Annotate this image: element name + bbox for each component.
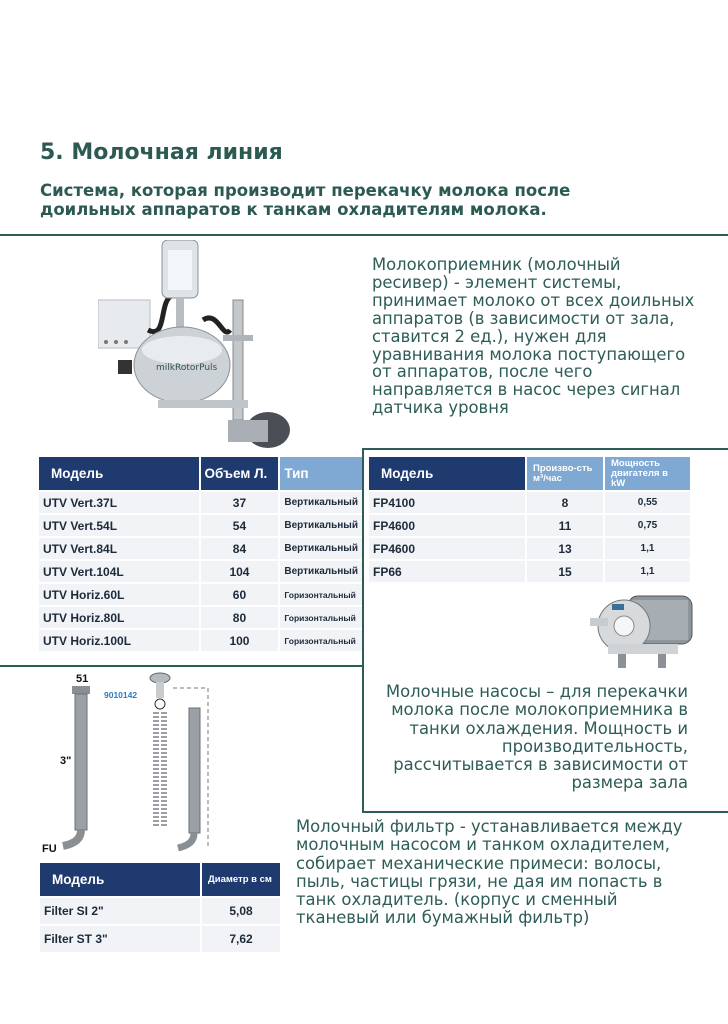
pumps-col-capacity: Произво-сть м³/час xyxy=(527,457,603,490)
cell-diameter: 5,08 xyxy=(202,898,280,924)
filter-dim-top: 51 xyxy=(76,673,89,685)
table-row xyxy=(40,926,280,952)
milk-filter-diagram xyxy=(38,668,278,863)
milk-receiver-image xyxy=(98,240,298,455)
cell-volume: 100 xyxy=(201,630,279,651)
cell-model: FP4600 xyxy=(369,538,525,559)
cell-capacity: 13 xyxy=(527,538,603,559)
receiver-col-type: Тип xyxy=(280,457,362,490)
cell-type: Горизонтальный xyxy=(280,607,362,628)
cell-type: Вертикальный xyxy=(280,492,362,513)
cell-model: FP4100 xyxy=(369,492,525,513)
cell-model: Filter SI 2" xyxy=(40,898,200,924)
cell-type: Вертикальный xyxy=(280,515,362,536)
cell-volume: 84 xyxy=(201,538,279,559)
receiver-table xyxy=(37,455,364,653)
middle-vertical-divider xyxy=(362,448,364,813)
cell-power: 0,75 xyxy=(605,515,690,536)
cell-model: UTV Horiz.60L xyxy=(39,584,199,605)
table-row xyxy=(39,561,362,582)
cell-model: FP4600 xyxy=(369,515,525,536)
pumps-description: Молочные насосы – для перекачки молока после молокоприемника в танки охлаждения. Мощность и производительность, рассчитывается в зависимости от размера зала xyxy=(385,682,688,793)
pumps-bottom-divider xyxy=(362,811,728,813)
cell-power: 1,1 xyxy=(605,561,690,582)
cell-type: Вертикальный xyxy=(280,538,362,559)
table-row xyxy=(369,515,690,536)
table-row xyxy=(39,630,362,651)
cell-model: Filter ST 3" xyxy=(40,926,200,952)
cell-capacity: 11 xyxy=(527,515,603,536)
cell-model: UTV Horiz.80L xyxy=(39,607,199,628)
cell-model: UTV Vert.54L xyxy=(39,515,199,536)
section-title: 5. Молочная линия xyxy=(40,140,283,165)
receiver-col-model: Модель xyxy=(39,457,199,490)
filter-dim-side: 3" xyxy=(60,755,72,767)
cell-diameter: 7,62 xyxy=(202,926,280,952)
pumps-col-power: Мощность двигателя в kW xyxy=(605,457,690,490)
cell-model: UTV Vert.37L xyxy=(39,492,199,513)
table-row xyxy=(39,515,362,536)
cell-volume: 80 xyxy=(201,607,279,628)
cell-volume: 37 xyxy=(201,492,279,513)
cell-model: UTV Vert.104L xyxy=(39,561,199,582)
table-row xyxy=(369,492,690,513)
table-row xyxy=(39,538,362,559)
cell-power: 1,1 xyxy=(605,538,690,559)
middle-divider xyxy=(0,665,364,667)
cell-model: UTV Horiz.100L xyxy=(39,630,199,651)
cell-type: Горизонтальный xyxy=(280,584,362,605)
table-row xyxy=(40,898,280,924)
cell-volume: 60 xyxy=(201,584,279,605)
middle-top-divider xyxy=(362,448,728,450)
cell-model: FP66 xyxy=(369,561,525,582)
milk-pump-image xyxy=(588,588,698,673)
cell-volume: 54 xyxy=(201,515,279,536)
cell-power: 0,55 xyxy=(605,492,690,513)
filter-part-number: 9010142 xyxy=(104,690,138,700)
pumps-col-model: Модель xyxy=(369,457,525,490)
section-subtitle: Система, которая производит перекачку молока после доильных аппаратов к танкам охладителям молока. xyxy=(40,181,571,219)
table-row xyxy=(369,538,690,559)
filter-col-model: Модель xyxy=(40,863,200,896)
table-row xyxy=(39,607,362,628)
filter-description: Молочный фильтр - устанавливается между молочным насосом и танком охладителем, собирает механические примеси: волосы, пыль, частицы грязи, не дая им попасть в танк охладитель. (корпус и сменный тканевый или бумажный фильтр) xyxy=(296,817,683,928)
cell-type: Вертикальный xyxy=(280,561,362,582)
filter-dim-bottom: FU xyxy=(42,843,57,855)
cell-volume: 104 xyxy=(201,561,279,582)
pumps-table xyxy=(367,455,692,584)
filter-table xyxy=(38,861,282,954)
cell-type: Горизонтальный xyxy=(280,630,362,651)
cell-capacity: 15 xyxy=(527,561,603,582)
cell-capacity: 8 xyxy=(527,492,603,513)
table-row xyxy=(369,561,690,582)
table-row xyxy=(39,492,362,513)
filter-col-diameter: Диаметр в см xyxy=(202,863,280,896)
receiver-brand-text: milkRotorPuls xyxy=(156,363,218,373)
table-row xyxy=(39,584,362,605)
top-divider xyxy=(0,234,728,236)
receiver-col-volume: Объем Л. xyxy=(201,457,279,490)
cell-model: UTV Vert.84L xyxy=(39,538,199,559)
receiver-description: Молокоприемник (молочный ресивер) - элемент системы, принимает молоко от всех доильных аппаратов (в зависимости от зала, ставится 2 ед.), нужен для уравнивания молока поступающего от аппаратов, после чего направляется в насос через сигнал датчика уровня xyxy=(372,255,695,418)
